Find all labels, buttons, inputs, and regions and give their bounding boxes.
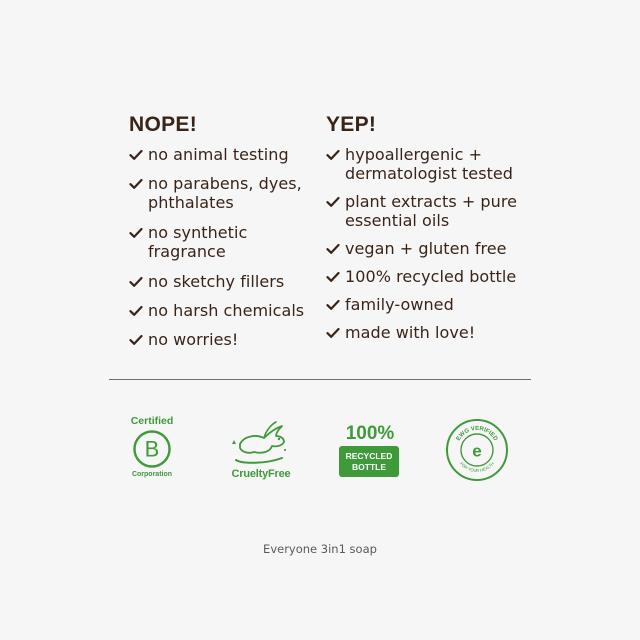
nope-column xyxy=(129,112,319,359)
check-icon xyxy=(129,149,143,161)
yep-column xyxy=(326,112,526,351)
yep-list xyxy=(326,145,526,342)
list-item-label: no animal testing xyxy=(148,145,289,164)
list-item-label: no harsh chemicals xyxy=(148,301,305,320)
check-icon xyxy=(326,299,340,311)
b-corp-letter: B xyxy=(144,436,160,462)
list-item-label: plant extracts + pure essential oils xyxy=(345,192,517,230)
check-icon xyxy=(129,276,143,288)
ewg-letter: e xyxy=(472,441,482,461)
b-corp-certified-label: Certified xyxy=(130,415,174,427)
list-item-label: made with love! xyxy=(345,323,476,342)
list-item xyxy=(129,301,319,320)
list-item xyxy=(129,272,319,291)
list-item-label: no synthetic fragrance xyxy=(148,223,248,261)
check-icon xyxy=(129,334,143,346)
cruelty-free-badge xyxy=(226,420,296,486)
b-corp-corporation-label: Corporation xyxy=(131,471,173,478)
check-icon xyxy=(326,271,340,283)
nope-heading: NOPE! xyxy=(129,113,198,136)
cruelty-free-label: CrueltyFree xyxy=(231,468,291,480)
leaping-bunny-icon xyxy=(226,420,296,468)
list-item-label: no sketchy fillers xyxy=(148,272,285,291)
ewg-verified-seal xyxy=(445,418,509,482)
recycled-percent: 100% xyxy=(345,423,395,444)
check-icon xyxy=(129,178,143,190)
list-item xyxy=(326,267,526,286)
ewg-ring-text: EWG VERIFIED xyxy=(455,425,499,443)
list-item-label: 100% recycled bottle xyxy=(345,267,517,286)
recycled-box xyxy=(339,446,399,477)
product-caption: Everyone 3in1 soap xyxy=(263,542,377,556)
list-item-label: hypoallergenic + dermatologist tested xyxy=(345,145,514,183)
recycled-bottle-badge xyxy=(339,424,401,478)
list-item-label: no worries! xyxy=(148,330,239,349)
list-item xyxy=(326,295,526,314)
check-icon xyxy=(129,305,143,317)
check-icon xyxy=(326,327,340,339)
divider xyxy=(109,379,531,380)
list-item xyxy=(129,223,319,261)
list-item xyxy=(326,239,526,258)
list-item-label: vegan + gluten free xyxy=(345,239,507,258)
list-item xyxy=(326,145,526,183)
list-item xyxy=(129,145,319,164)
recycled-line1: RECYCLED xyxy=(345,450,393,461)
list-item xyxy=(129,174,319,212)
b-corp-badge xyxy=(126,415,178,487)
check-icon xyxy=(326,243,340,255)
list-item xyxy=(129,330,319,349)
yep-heading: YEP! xyxy=(326,113,377,136)
check-icon xyxy=(326,196,340,208)
list-item-label: family-owned xyxy=(345,295,454,314)
check-icon xyxy=(326,149,340,161)
nope-list xyxy=(129,145,319,349)
recycled-line2: BOTTLE xyxy=(352,461,386,472)
check-icon xyxy=(129,227,143,239)
list-item-label: no parabens, dyes, phthalates xyxy=(148,174,302,212)
list-item xyxy=(326,192,526,230)
b-corp-logo xyxy=(132,429,172,469)
ewg-sub-text: FOR YOUR HEALTH xyxy=(458,460,496,474)
svg-text:FOR YOUR HEALTH xyxy=(459,461,495,473)
list-item xyxy=(326,323,526,342)
